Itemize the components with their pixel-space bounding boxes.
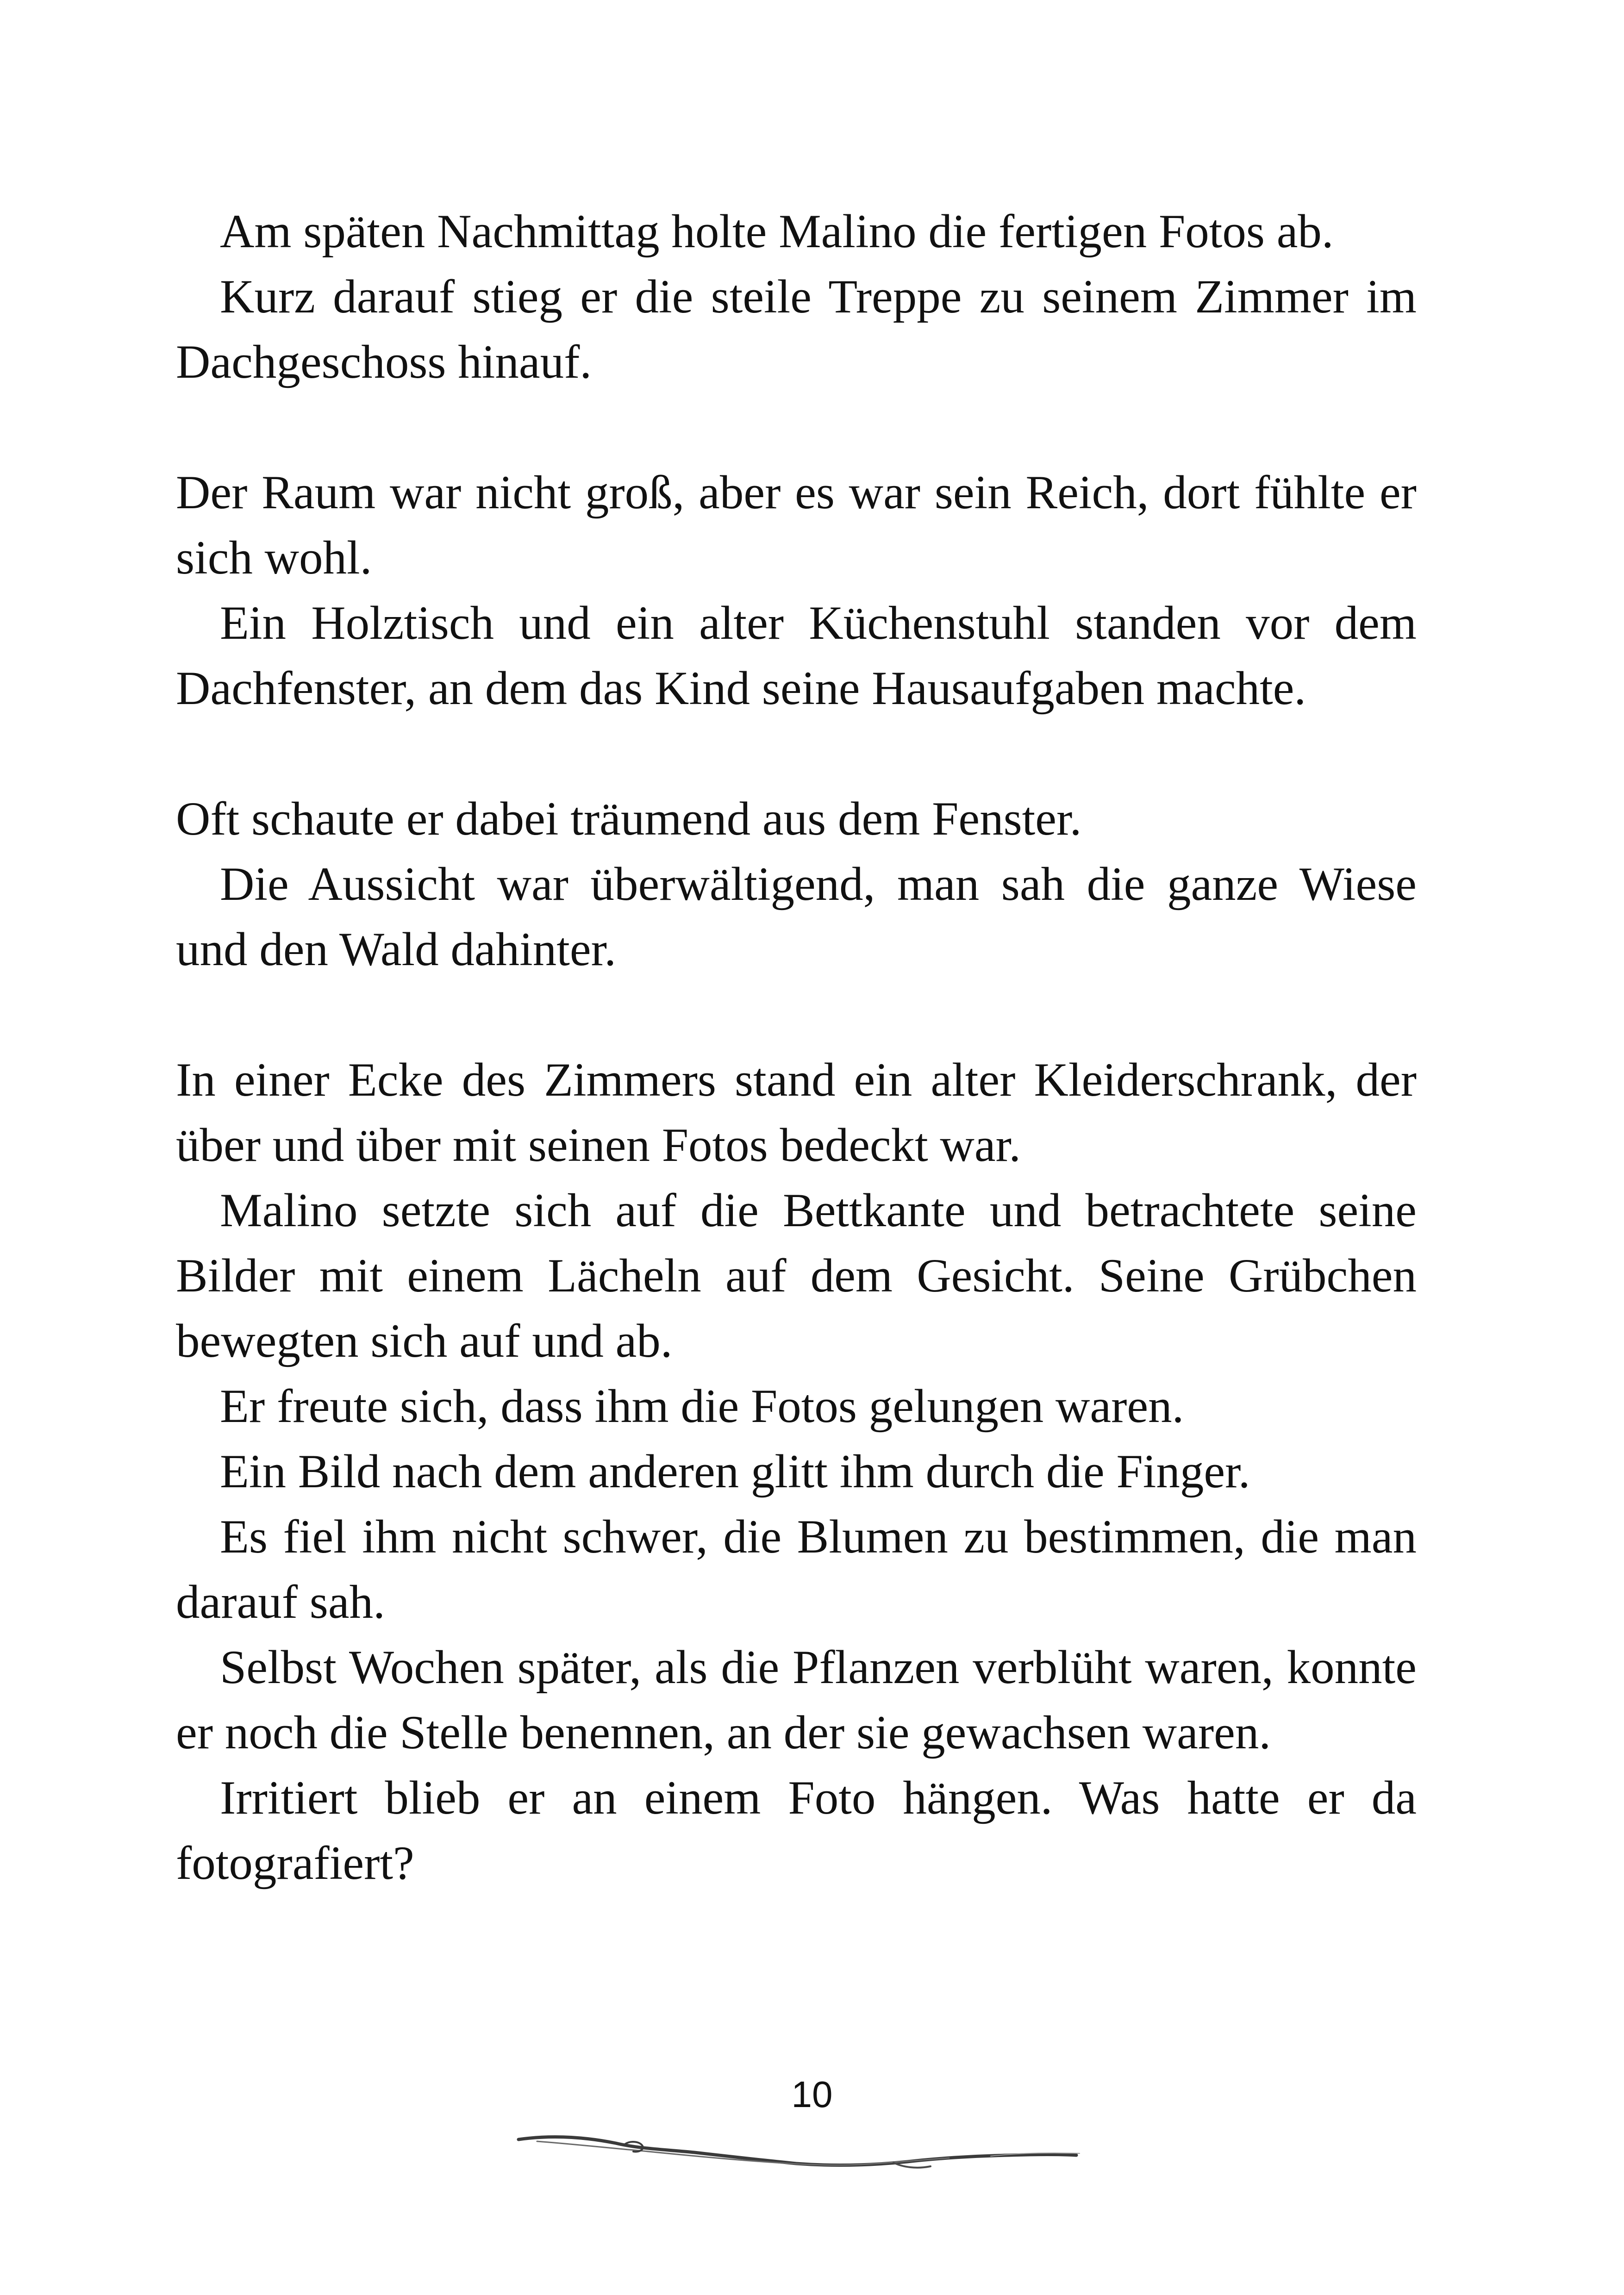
paragraph: Ein Holztisch und ein alter Küchenstuhl standen vor dem Dachfenster, an dem das Kind seine Hausaufgaben machte. — [176, 597, 1417, 715]
paragraph: Selbst Wochen später, als die Pflanzen verblüht waren, konnte er noch die Stelle benennen, an der sie gewachsen waren. — [176, 1641, 1417, 1759]
paragraph: Es fiel ihm nicht schwer, die Blumen zu bestimmen, die man darauf sah. — [176, 1510, 1417, 1628]
body-text — [176, 199, 1417, 1896]
paragraph: Am späten Nachmittag holte Malino die fertigen Fotos ab. — [220, 205, 1334, 258]
paragraph: Er freute sich, dass ihm die Fotos gelungen waren. — [220, 1380, 1184, 1433]
paragraph: Kurz darauf stieg er die steile Treppe zu seinem Zimmer im Dachgeschoss hinauf. — [176, 270, 1417, 388]
paragraph: Der Raum war nicht groß, aber es war sein Reich, dort fühlte er sich wohl. — [176, 466, 1417, 584]
stem-flourish-under-stroke — [537, 2141, 949, 2165]
paragraph: Malino setzte sich auf die Bettkante und betrachtete seine Bilder mit einem Lächeln auf dem Gesicht. Seine Grübchen bewegten sich auf und ab. — [176, 1184, 1417, 1367]
stem-flourish-icon — [509, 2115, 1083, 2180]
paragraph: In einer Ecke des Zimmers stand ein alter Kleiderschrank, der über und über mit seinen Fotos bedeckt war. — [176, 1054, 1417, 1172]
paragraph: Oft schaute er dabei träumend aus dem Fenster. — [176, 792, 1082, 845]
stem-flourish-main-stroke — [518, 2137, 1076, 2165]
paragraph: Die Aussicht war überwältigend, man sah die ganze Wiese und den Wald dahinter. — [176, 858, 1417, 976]
page-number: 10 — [791, 2074, 833, 2115]
paragraph: Ein Bild nach dem anderen glitt ihm durch die Finger. — [220, 1445, 1250, 1498]
paragraph: Irritiert blieb er an einem Foto hängen. Was hatte er da fotografiert? — [176, 1771, 1417, 1890]
